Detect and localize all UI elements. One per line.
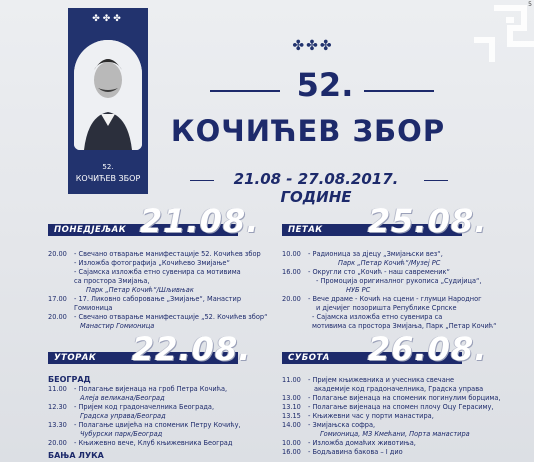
event-description: - Пријем код градоначелника Београда,: [74, 403, 215, 411]
event-description: - Полагање цвијећа на споменик Петру Кочићу,: [74, 421, 241, 429]
event-item: [282, 250, 512, 259]
portrait-caption-number: 52.: [102, 163, 114, 171]
event-description: - Изложба фотографија „Кочићево Змијање“: [74, 259, 230, 267]
event-time: [282, 430, 308, 439]
event-time: 20.00: [48, 439, 67, 447]
event-item: [48, 259, 270, 268]
event-item: [48, 439, 270, 448]
day-date: 22.08.: [132, 330, 252, 368]
author-portrait-icon: [74, 40, 142, 150]
event-item: [282, 313, 512, 322]
event-time: 13.15: [282, 412, 301, 420]
event-description: Манастир Гомионица: [80, 322, 155, 330]
event-description: - Полагање вијенаца на споменик погинулим борцима,: [308, 394, 501, 402]
event-description: - Бодљавина бакова – I дио: [308, 448, 403, 456]
event-description: - Полагање вијенаца на гроб Петра Кочића,: [74, 385, 228, 393]
event-time: [48, 277, 74, 286]
day-date: 21.08.: [140, 202, 260, 240]
event-description: - Округли сто „Кочић - наш савременик“: [308, 268, 450, 276]
event-time: 10.00: [282, 439, 301, 447]
event-item: [282, 277, 512, 286]
event-time: [282, 286, 308, 295]
portrait-banner: [68, 8, 148, 194]
event-time: [48, 259, 74, 268]
event-time: [48, 394, 74, 403]
event-description: - Радионица за дјецу „Змијањски вез“,: [308, 250, 443, 258]
day-name: УТОРАК: [54, 353, 97, 363]
event-time: [48, 430, 74, 439]
day-date: 26.08.: [368, 330, 488, 368]
event-item: [282, 259, 512, 268]
title-ornament-icon: ✤✤✤: [292, 38, 334, 54]
event-time: 17.00: [48, 295, 67, 303]
event-description: - Сајамска изложба етно сувенира са: [312, 313, 443, 321]
event-time: 11.00: [48, 385, 67, 393]
event-description: мотивима са простора Змијања, Парк „Петар Кочић“: [312, 322, 497, 330]
day-name: ПОНЕДЈЕЉАК: [54, 225, 127, 235]
event-item: [48, 394, 270, 403]
event-item: [282, 439, 522, 448]
event-description: и дјечијег позоришта Републике Српске: [316, 304, 457, 312]
event-time: [282, 322, 308, 331]
day-header-saturday: [282, 330, 488, 368]
event-description: - Свечано отварање манифестације 52. Кочићев збор: [74, 250, 261, 258]
event-item: [48, 403, 270, 412]
event-time: 20.00: [48, 250, 67, 258]
event-description: НУБ РС: [346, 286, 371, 294]
portrait-caption: [68, 162, 148, 184]
event-description: са простора Змијања,: [74, 277, 150, 285]
event-description: Алеја великана/Београд: [80, 394, 165, 402]
event-description: Градска управа/Београд: [80, 412, 166, 420]
event-item: [48, 286, 270, 295]
corner-ornament: [454, 0, 534, 70]
event-description: - 17. Ликовно саборовање „Змијање“, Манастир Гомионица: [74, 295, 242, 312]
day-header-friday: [282, 202, 488, 240]
day-name: ПЕТАК: [288, 225, 323, 235]
event-time: [282, 313, 308, 322]
event-time: [48, 322, 74, 331]
event-item: [282, 394, 522, 403]
event-time: 16.00: [282, 268, 301, 276]
event-item: [48, 277, 270, 286]
event-time: [282, 259, 308, 268]
event-item: [282, 268, 512, 277]
event-item: [282, 403, 522, 412]
event-time: [282, 385, 308, 394]
event-item: [48, 295, 270, 313]
edition-number: 52.: [296, 66, 354, 104]
event-item: [48, 268, 270, 277]
city-label: БЕОГРАД: [48, 375, 91, 384]
portrait-caption-text: КОЧИЋЕВ ЗБОР: [75, 174, 141, 183]
event-time: 10.00: [282, 250, 301, 258]
schedule-tuesday: [48, 372, 270, 461]
schedule-monday: [48, 250, 270, 331]
event-description: - Изложба домаћих животиња,: [308, 439, 416, 447]
event-description: - Свечано отварање манифестације „52. Кочићев збор“: [74, 313, 268, 321]
event-time: [48, 286, 74, 295]
event-time: [282, 304, 308, 313]
event-time: 16.00: [282, 448, 301, 456]
event-item: [282, 286, 512, 295]
day-name: СУБОТА: [288, 353, 330, 363]
event-time: 20.00: [48, 313, 67, 321]
event-description: Гомионица, МЗ Кмећани, Порта манастира: [320, 430, 470, 438]
event-time: [48, 268, 74, 277]
event-item: [282, 430, 522, 439]
portrait-image: [74, 40, 142, 150]
event-description: Парк „Петар Кочић“/Шљивњак: [86, 286, 194, 294]
event-description: - Сајамска изложба етно сувенира са мотивима: [74, 268, 241, 276]
event-item: [282, 448, 522, 457]
event-item: [48, 430, 270, 439]
schedule-friday: [282, 250, 512, 331]
schedule-saturday: [282, 376, 522, 457]
page-title: КОЧИЋЕВ ЗБОР: [170, 114, 446, 148]
event-item: [282, 304, 512, 313]
event-description: - Промоција оригиналног рукописа „Судијица“,: [316, 277, 482, 285]
event-description: - Књижевно вече, Клуб књижевника Београд: [74, 439, 233, 447]
event-description: академије код градоначелника, Градска управа: [314, 385, 484, 393]
event-time: 13.10: [282, 403, 301, 411]
event-item: [48, 421, 270, 430]
event-description: - Књижевни час у порти манастира,: [308, 412, 434, 420]
event-time: 11.00: [282, 376, 301, 384]
day-header-monday: [48, 202, 260, 240]
event-item: [48, 385, 270, 394]
page-number: 5: [528, 1, 532, 8]
event-item: [282, 295, 512, 304]
event-time: 12.30: [48, 403, 67, 411]
event-item: [282, 376, 522, 385]
event-description: Чубурски парк/Београд: [80, 430, 163, 438]
event-time: 13.30: [48, 421, 67, 429]
event-time: 20.00: [282, 295, 301, 303]
event-description: Парк „Петар Кочић“/Музеј РС: [338, 259, 441, 267]
event-dates: 21.08 - 27.08.2017. ГОДИНЕ: [233, 170, 399, 206]
event-item: [282, 421, 522, 430]
event-item: [48, 250, 270, 259]
event-time: 13.00: [282, 394, 301, 402]
event-item: [48, 412, 270, 421]
event-item: [282, 385, 522, 394]
event-description: - Полагање вијенаца на спомен плочу Оцу Герасиму,: [308, 403, 494, 411]
city-label: БАЊА ЛУКА: [48, 451, 104, 460]
day-date: 25.08.: [368, 202, 488, 240]
event-item: [48, 313, 270, 322]
event-description: - Пријем књижевника и учесника свечане: [308, 376, 455, 384]
event-description: - Змијањска софра,: [308, 421, 376, 429]
day-header-tuesday: [48, 330, 252, 368]
event-time: 14.00: [282, 421, 301, 429]
event-item: [282, 412, 522, 421]
event-time: [282, 277, 308, 286]
event-description: - Вече драме - Кочић на сцени - глумци Народног: [308, 295, 482, 303]
event-time: [48, 412, 74, 421]
ornament-icon: ✤✤✤: [92, 14, 124, 24]
